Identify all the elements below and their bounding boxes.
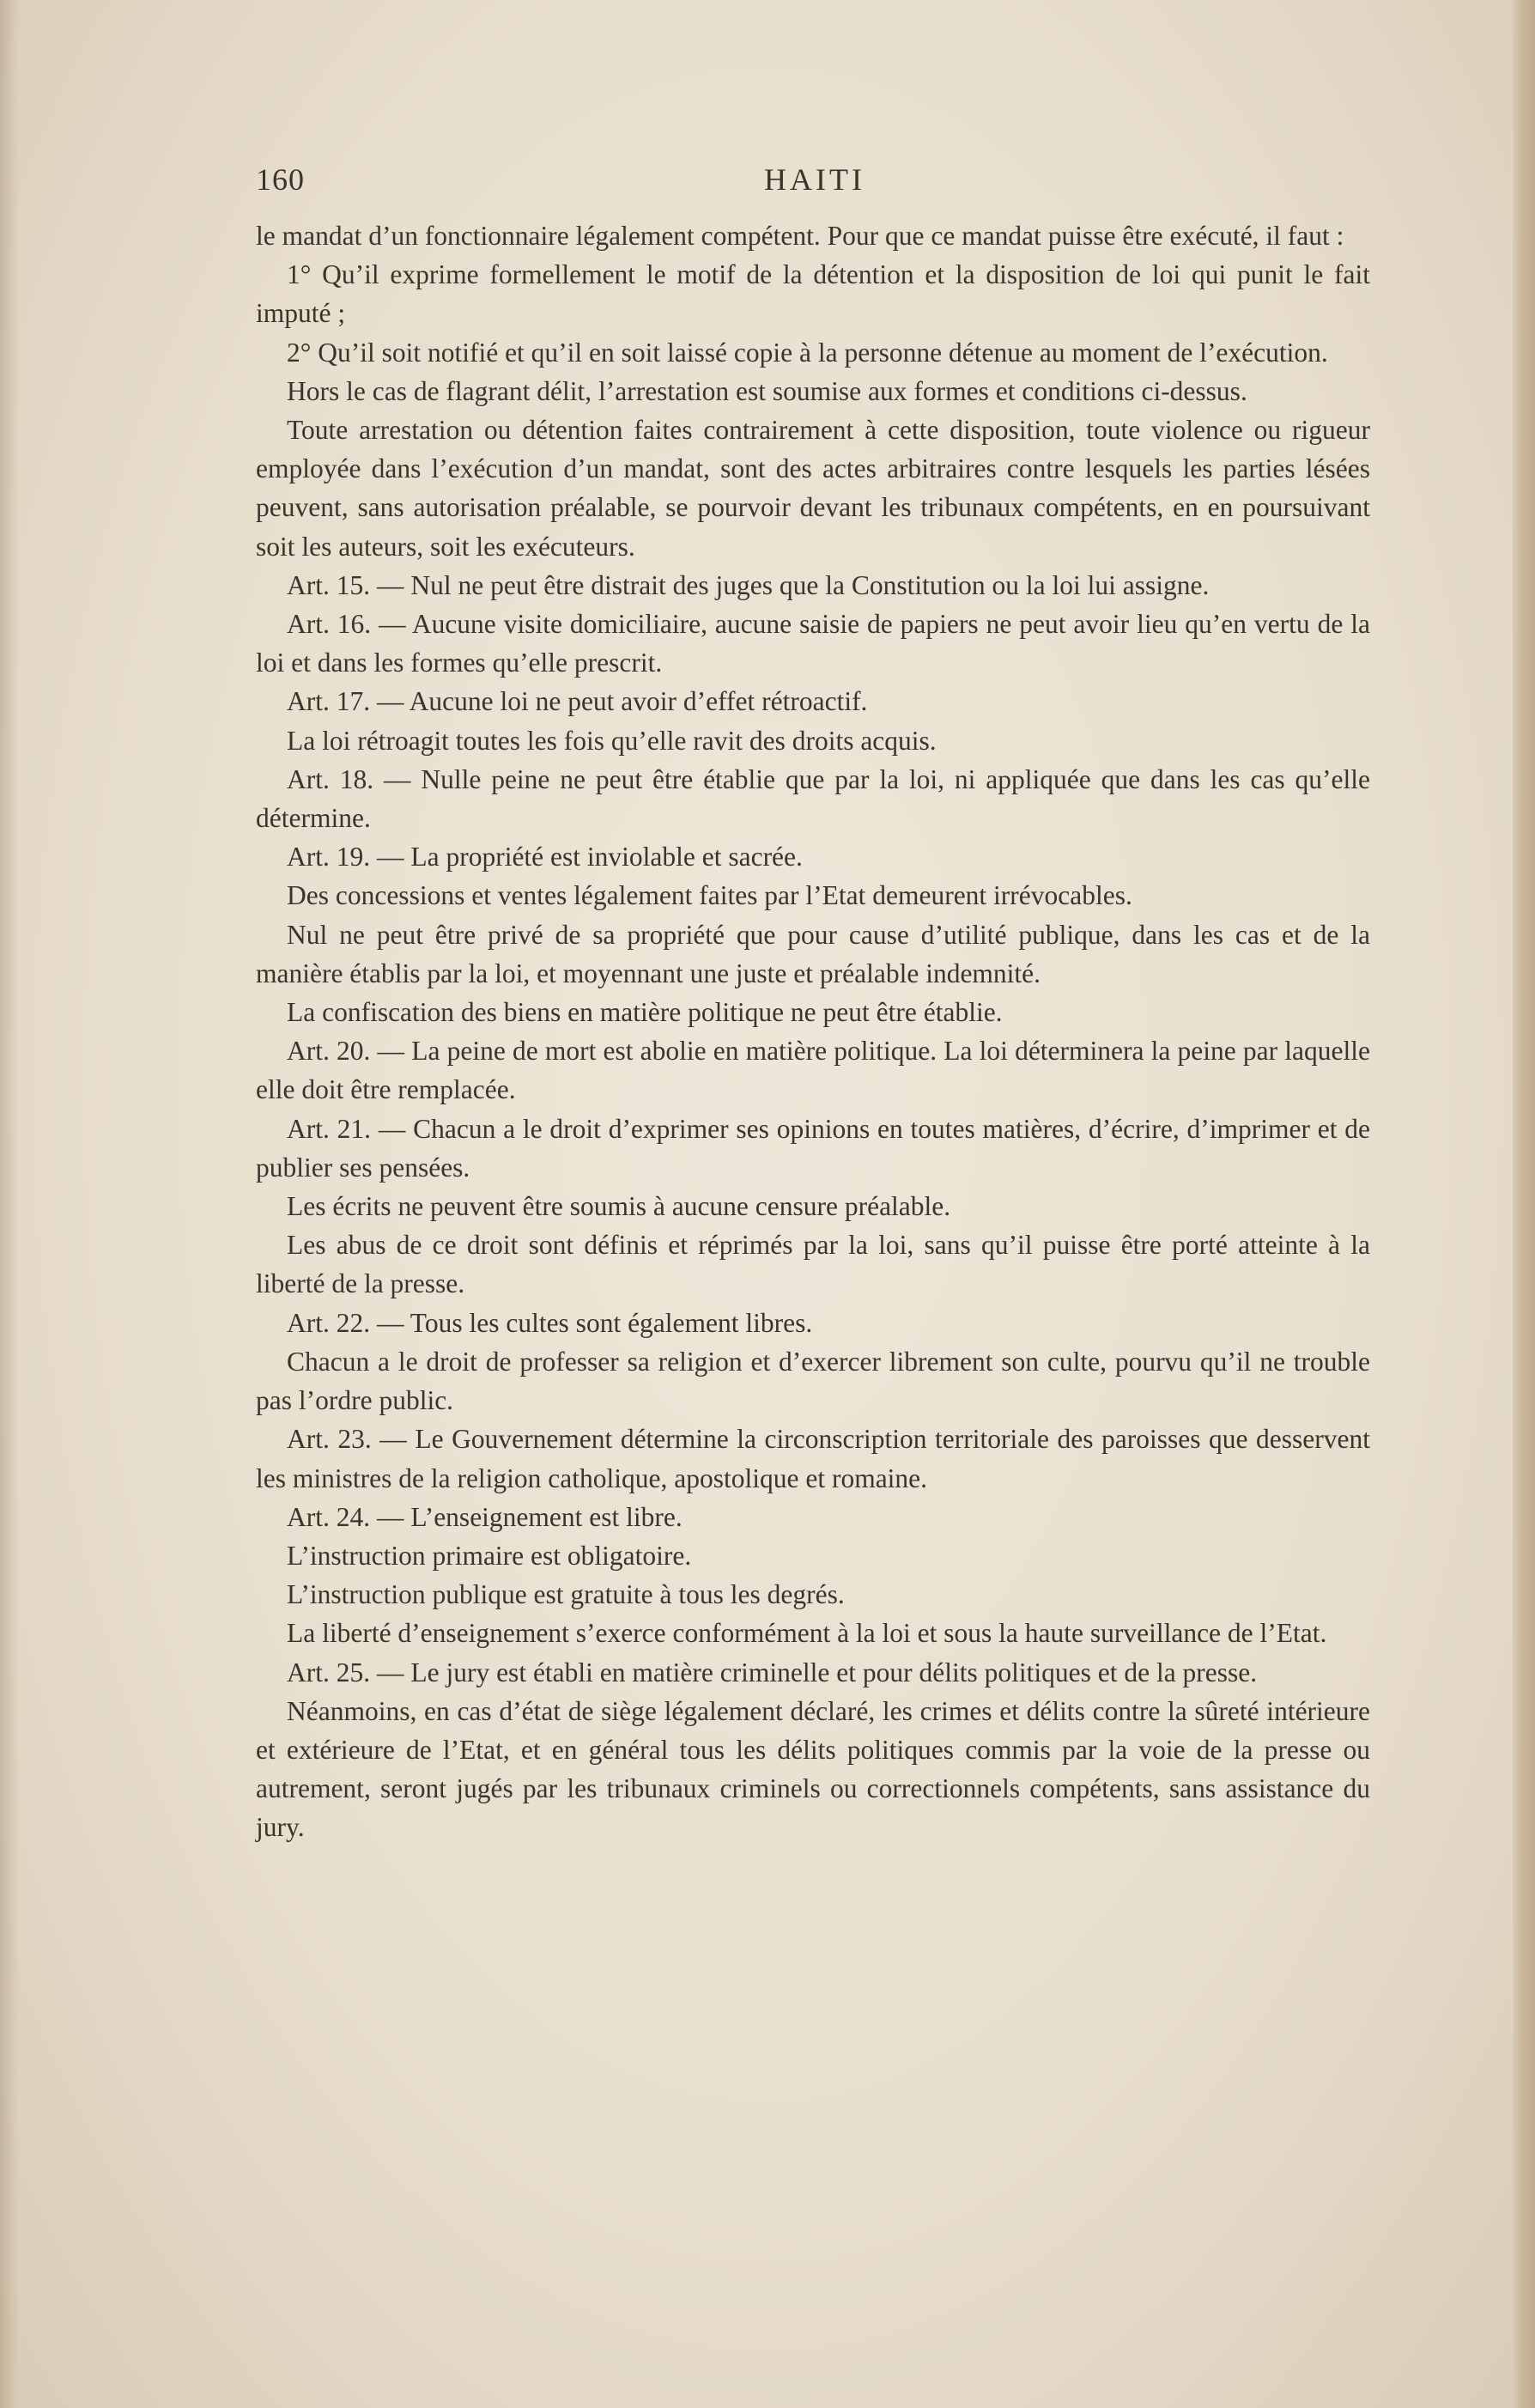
running-title: HAITI [764,162,865,197]
paragraph: Art. 16. — Aucune visite domiciliaire, aucune saisie de papiers ne peut avoir lieu qu’en vertu de la loi et dans les formes qu’elle prescrit. [256,609,1370,678]
paragraph: Art. 17. — Aucune loi ne peut avoir d’effet rétroactif. [287,686,868,717]
paragraph: L’instruction publique est gratuite à tous les degrés. [287,1579,845,1610]
paragraph: Art. 19. — La propriété est inviolable et sacrée. [287,842,803,873]
paragraph: Néanmoins, en cas d’état de siège légalement déclaré, les crimes et délits contre la sûreté intérieure et extérieure de l’Etat, et en général tous les délits politiques commis par la voie de la presse ou autrement, seront jugés par les tribunaux criminels ou correctionnels compétents, sans assistance du jury. [256,1695,1370,1843]
paragraph: Les écrits ne peuvent être soumis à aucune censure préalable. [287,1191,951,1222]
paragraph: Chacun a le droit de professer sa religion et d’exercer librement son culte, pourvu qu’il ne trouble pas l’ordre public. [256,1346,1370,1416]
paragraph: Des concessions et ventes légalement faites par l’Etat demeurent irrévocables. [287,880,1132,911]
paragraph: 1° Qu’il exprime formellement le motif de la détention et la disposition de loi qui punit le fait imputé ; [256,259,1370,329]
paragraph: Nul ne peut être privé de sa propriété que pour cause d’utilité publique, dans les cas et de la manière établis par la loi, et moyennant une juste et préalable indemnité. [256,919,1370,988]
paragraph: Art. 24. — L’enseignement est libre. [287,1501,683,1532]
paragraph: Les abus de ce droit sont définis et réprimés par la loi, sans qu’il puisse être porté atteinte à la liberté de la presse. [256,1230,1370,1299]
paragraph: Toute arrestation ou détention faites contrairement à cette disposition, toute violence ou rigueur employée dans l’exécution d’un mandat, sont des actes arbitraires contre lesquels les parties lésées peuvent, sans autorisation préalable, se pourvoir devant les tribunaux compétents, en en poursuivant soit les auteurs, soit les exécuteurs. [256,415,1370,562]
paragraph: 2° Qu’il soit notifié et qu’il en soit laissé copie à la personne détenue au moment de l’exécution. [287,337,1328,368]
paragraph: Art. 20. — La peine de mort est abolie en matière politique. La loi déterminera la peine par laquelle elle doit être remplacée. [256,1036,1370,1105]
paragraph: le mandat d’un fonctionnaire légalement compétent. Pour que ce mandat puisse être exécuté, il faut : [256,221,1344,251]
page-header [256,153,1372,204]
paragraph: Art. 25. — Le jury est établi en matière criminelle et pour délits politiques et de la presse. [287,1657,1258,1687]
paragraph: Art. 23. — Le Gouvernement détermine la circonscription territoriale des paroisses que desservent les ministres de la religion catholique, apostolique et romaine. [256,1424,1370,1493]
paragraph: L’instruction primaire est obligatoire. [287,1540,692,1571]
paragraph: Art. 18. — Nulle peine ne peut être établie que par la loi, ni appliquée que dans les cas qu’elle détermine. [256,763,1370,834]
paragraph: Art. 22. — Tous les cultes sont également libres. [287,1307,813,1338]
paragraph: La liberté d’enseignement s’exerce conformément à la loi et sous la haute surveillance de l’Etat. [287,1618,1327,1649]
page-gutter-shadow [0,0,19,2408]
paragraph: La loi rétroagit toutes les fois qu’elle ravit des droits acquis. [287,725,937,756]
paragraph: La confiscation des biens en matière politique ne peut être établie. [287,997,1003,1028]
paragraph: Art. 21. — Chacun a le droit d’exprimer ses opinions en toutes matières, d’écrire, d’imprimer et de publier ses pensées. [256,1113,1370,1183]
page-number: 160 [256,162,305,197]
body-text [256,216,1370,1847]
paragraph: Hors le cas de flagrant délit, l’arrestation est soumise aux formes et conditions ci-dessus. [287,375,1247,406]
page-edge [1513,0,1535,2408]
paragraph: Art. 15. — Nul ne peut être distrait des juges que la Constitution ou la loi lui assigne. [287,569,1210,600]
